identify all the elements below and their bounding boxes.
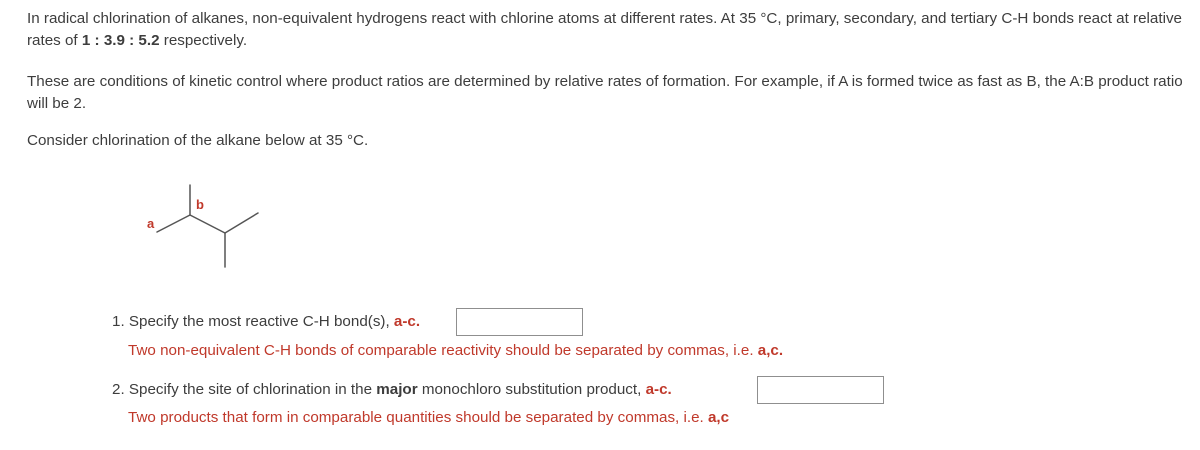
answer-2-input[interactable] [757,376,884,404]
label-a: a [147,216,155,231]
intro-paragraph-3: Consider chlorination of the alkane below at 35 °C. [27,132,369,149]
answer-1-input[interactable] [456,308,583,336]
hint-2-example: a,c [707,409,730,426]
intro-text: In radical chlorination of alkanes, non-equivalent hydrogens react with chlorine atoms at different rates. At 35 °C, primary, secondary, and tertiary C-H bonds react at relative rates of [27,10,1182,49]
question-1-range: a-c. [393,313,421,330]
hint-1 [128,340,783,362]
hint-2 [128,407,729,429]
intro-paragraph-2: These are conditions of kinetic control where product ratios are determined by relative rates of formation. For example, if A is formed twice as fast as B, the A:B product ratio will be 2. [27,73,1183,112]
intro-paragraph-1 [27,8,1188,52]
label-b: b [196,197,204,212]
intro-text-end: respectively. [159,32,248,49]
bond-c-right [225,213,258,233]
rate-ratio: 1 : 3.9 : 5.2 [81,32,160,49]
question-1-text: 1. Specify the most reactive C-H bond(s), [112,313,394,330]
bond-b-c [190,215,225,233]
question-2-text-after: monochloro substitution product, [417,381,646,398]
question-1 [112,311,420,333]
question-2-major: major [376,381,418,398]
question-2-range: a-c. [645,381,672,398]
question-2 [112,379,672,401]
hint-1-example: a,c. [757,342,784,359]
question-2-text: 2. Specify the site of chlorination in the [112,381,377,398]
hint-2-text: Two products that form in comparable quantities should be separated by commas, i.e. [128,409,708,426]
alkane-structure [135,165,275,275]
bond-a-b [157,215,190,232]
hint-1-text: Two non-equivalent C-H bonds of comparable reactivity should be separated by commas, i.e. [128,342,758,359]
